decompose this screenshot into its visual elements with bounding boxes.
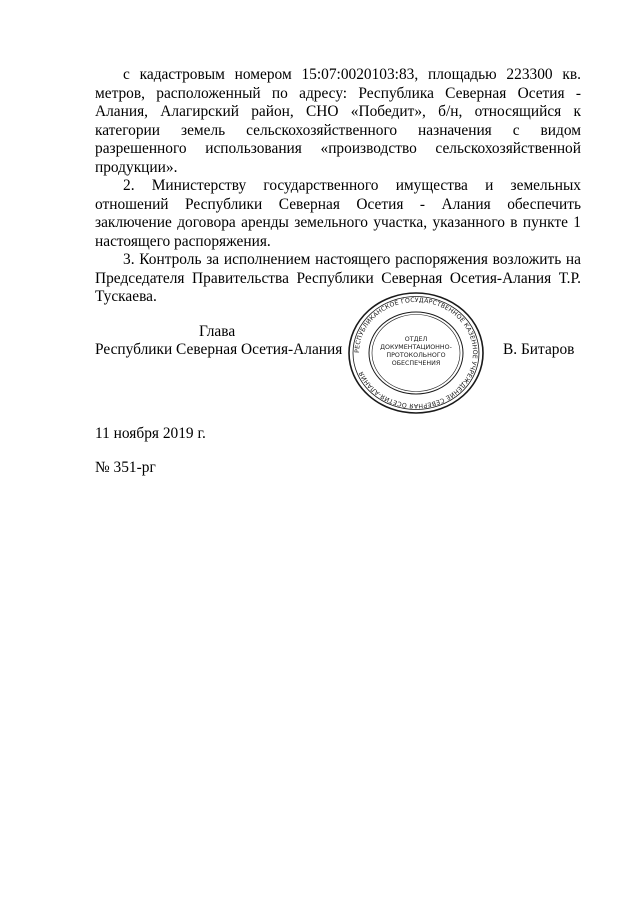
paragraph-2: 2. Министерству государственного имущества и земельных отношений Республики Северная Осетия - Алания обеспечить заключение договора аренды земельного участка, указанного в пункте 1 настоящего распоряжения. — [95, 177, 581, 250]
seal-ring-text: РЕСПУБЛИКАНСКОЕ ГОСУДАРСТВЕННОЕ КАЗЕННОЕ УЧРЕЖДЕНИЕ СЕВЕРНАЯ ОСЕТИЯ-АЛАНИЯ — [353, 296, 479, 410]
signature-name: В. Битаров — [503, 341, 575, 358]
document-body — [95, 66, 581, 307]
seal-center-line-2: ДОКУМЕНТАЦИОННО- — [380, 344, 452, 351]
signature-title: Глава — [199, 323, 236, 340]
seal-center-line-1: ОТДЕЛ — [404, 336, 428, 343]
seal-center-line-3: ПРОТОКОЛЬНОГО — [386, 352, 446, 359]
signature-organization: Республики Северная Осетия-Алания — [95, 341, 343, 358]
document-date: 11 ноября 2019 г. — [95, 425, 206, 442]
document-number: № 351-рг — [95, 459, 156, 476]
seal-center-line-4: ОБЕСПЕЧЕНИЯ — [391, 360, 441, 367]
official-seal — [347, 291, 485, 415]
paragraph-3: 3. Контроль за исполнением настоящего распоряжения возложить на Председателя Правительства Республики Северная Осетия-Алания Т.Р. Тускаева. — [95, 251, 581, 305]
paragraph-continuation: с кадастровым номером 15:07:0020103:83, площадью 223300 кв. метров, расположенный по адресу: Республика Северная Осетия - Алания, Алагирский район, СНО «Победит», б/н, относящийся к категории земель сельскохозяйственного назначения с видом разрешенного использования «производство сельскохозяйственной продукции». — [95, 66, 581, 176]
